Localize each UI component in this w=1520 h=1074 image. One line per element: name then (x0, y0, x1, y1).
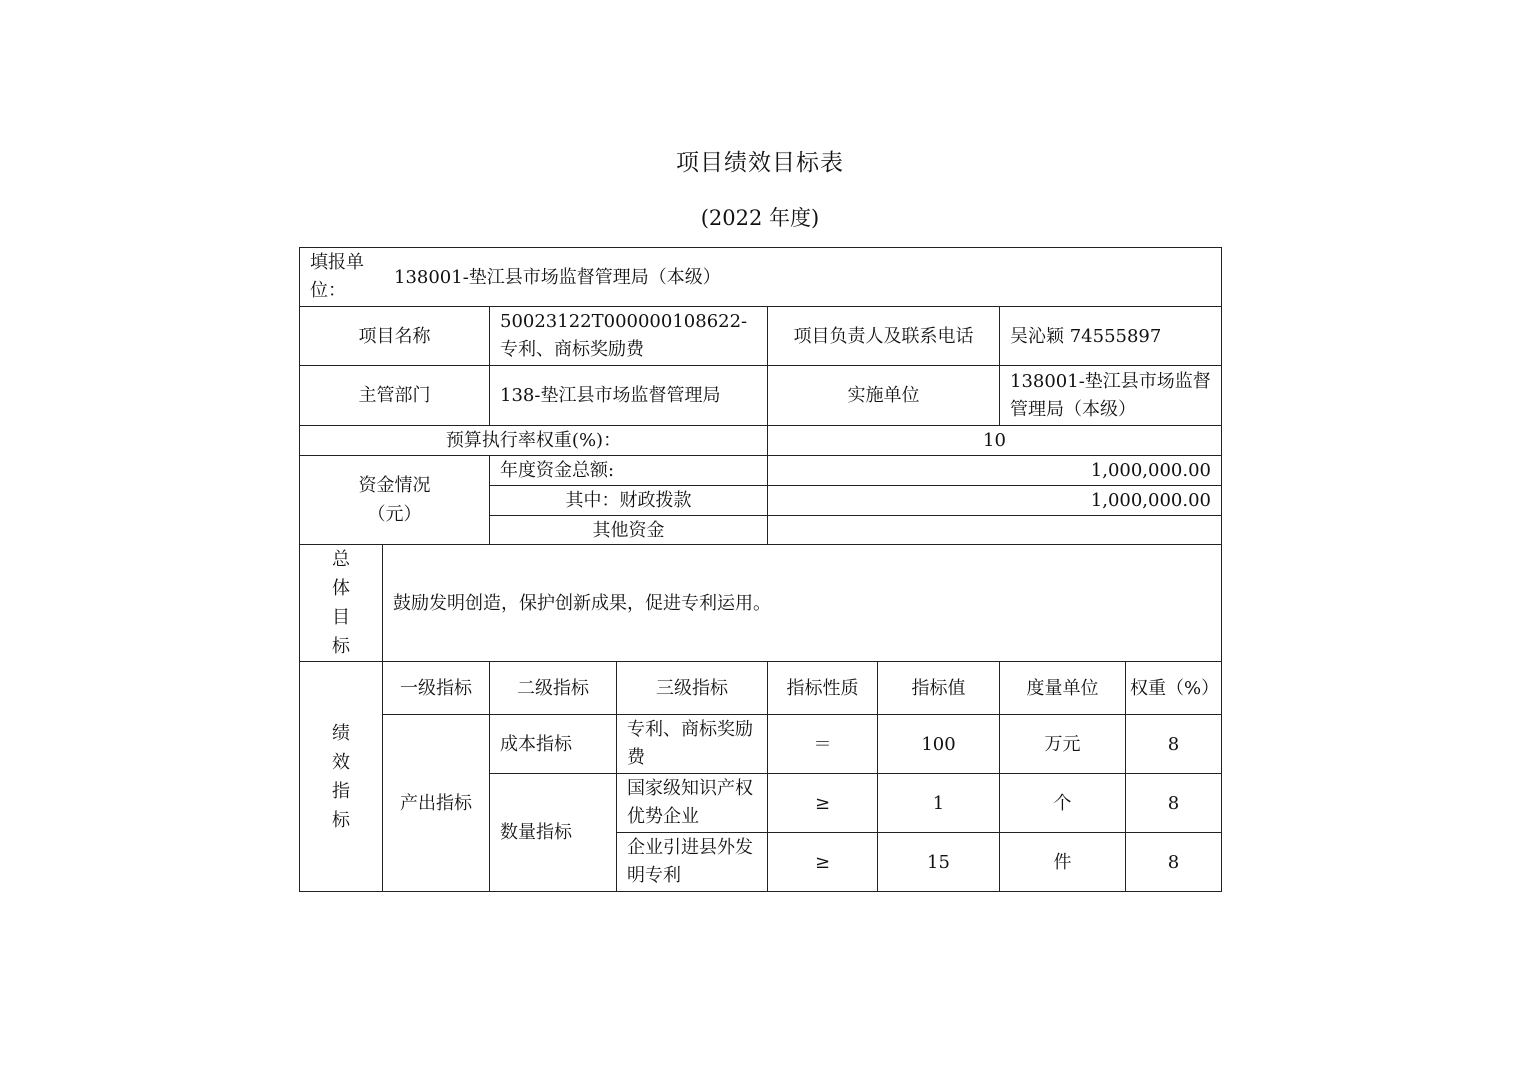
implementing-unit-label: 实施单位 (767, 365, 1000, 426)
reporting-unit-label: 填报单位： (310, 252, 364, 301)
budget-weight-label: 预算执行率权重(%)： (299, 425, 768, 456)
indicators-section-label (299, 661, 383, 892)
header-nature: 指标性质 (767, 661, 878, 715)
page-subtitle: (2022 年度) (700, 206, 820, 230)
row3-value: 15 (877, 832, 1000, 892)
budget-weight-value: 10 (767, 425, 1222, 456)
row2-level3: 国家级知识产权优势企业 (616, 773, 768, 833)
row1-nature: ＝ (767, 714, 878, 774)
reporting-unit-value: 138001-垫江县市场监督管理局（本级） (394, 266, 721, 288)
implementing-unit-value: 138001-垫江县市场监督管理局（本级） (999, 365, 1222, 426)
funds-fiscal-value: 1,000,000.00 (767, 485, 1222, 516)
page-title: 项目绩效目标表 (676, 150, 844, 176)
funds-total-value: 1,000,000.00 (767, 455, 1222, 486)
level1-output: 产出指标 (382, 714, 490, 892)
row2-nature: ≥ (767, 773, 878, 833)
row1-weight: 8 (1125, 714, 1222, 774)
reporting-unit-row (299, 247, 1222, 307)
project-name-label: 项目名称 (299, 306, 490, 366)
funds-other-label: 其他资金 (489, 515, 768, 545)
header-unit: 度量单位 (999, 661, 1126, 715)
funds-fiscal-label: 其中：财政拨款 (489, 485, 768, 516)
header-value: 指标值 (877, 661, 1000, 715)
row1-value: 100 (877, 714, 1000, 774)
funds-total-label: 年度资金总额: (489, 455, 768, 486)
funds-other-value (767, 515, 1222, 545)
funds-label-line2: （元） (367, 504, 422, 525)
indicators-section-label-text: 绩效指标 (332, 722, 350, 831)
header-level2: 二级指标 (489, 661, 617, 715)
project-name-value: 50023122T000000108622-专利、商标奖励费 (489, 306, 768, 366)
header-level1: 一级指标 (382, 661, 490, 715)
header-level3: 三级指标 (616, 661, 768, 715)
row1-unit: 万元 (999, 714, 1126, 774)
row3-nature: ≥ (767, 832, 878, 892)
department-label: 主管部门 (299, 365, 490, 426)
project-contact-value: 吴沁颖 74555897 (999, 306, 1222, 366)
row2-unit: 个 (999, 773, 1126, 833)
row2-weight: 8 (1125, 773, 1222, 833)
row2-value: 1 (877, 773, 1000, 833)
row1-level3: 专利、商标奖励费 (616, 714, 768, 774)
row3-weight: 8 (1125, 832, 1222, 892)
department-value: 138-垫江县市场监督管理局 (489, 365, 768, 426)
overall-goal-label (299, 544, 383, 662)
level2-cost: 成本指标 (489, 714, 617, 774)
funds-label-line1: 资金情况 (358, 475, 431, 496)
row3-level3: 企业引进县外发明专利 (616, 832, 768, 892)
row3-unit: 件 (999, 832, 1126, 892)
overall-goal-label-text: 总体目标 (332, 549, 350, 657)
project-contact-label: 项目负责人及联系电话 (767, 306, 1000, 366)
overall-goal-text: 鼓励发明创造，保护创新成果，促进专利运用。 (382, 544, 1222, 662)
header-weight: 权重（%） (1125, 661, 1222, 715)
level2-quantity: 数量指标 (489, 773, 617, 892)
funds-label (299, 455, 490, 545)
